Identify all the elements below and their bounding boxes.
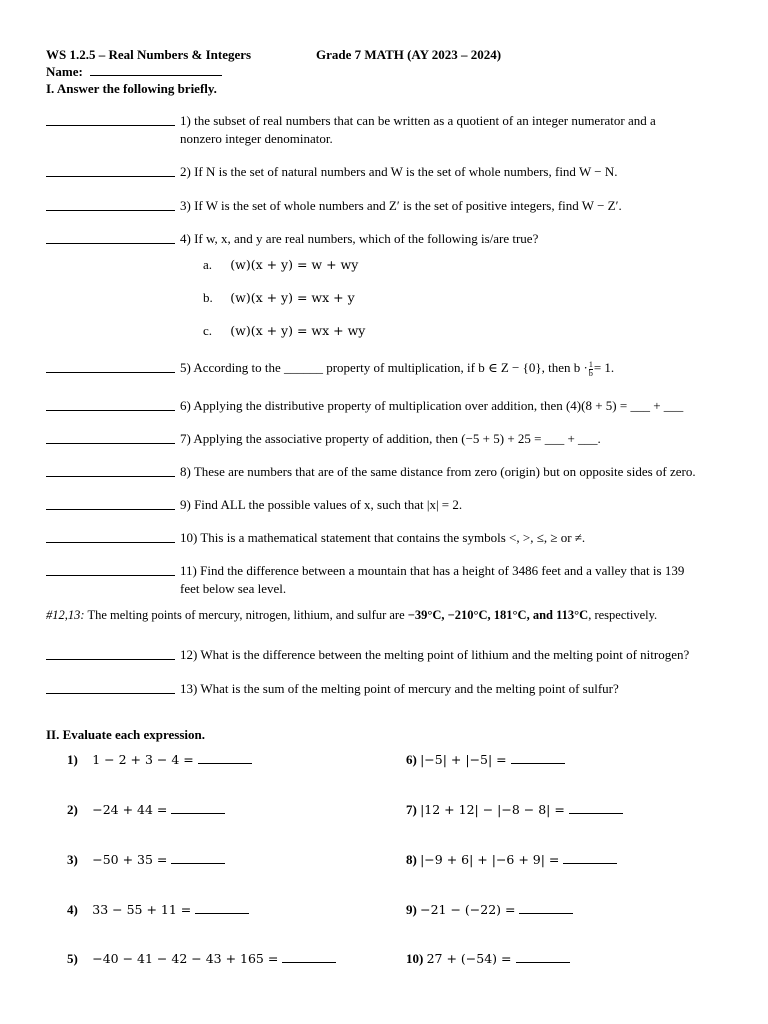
- expression-1: [67, 751, 252, 769]
- section1-title: I. Answer the following briefly.: [46, 81, 217, 96]
- expression-number: 6): [406, 752, 417, 767]
- answer-line[interactable]: [171, 801, 225, 814]
- option-a: [203, 256, 358, 274]
- expression-number: 7): [406, 802, 417, 817]
- fraction-numerator: 1: [588, 359, 593, 369]
- option-b-label: b.: [203, 290, 213, 305]
- option-a-expr: (w)(x + y) = w + wy: [230, 257, 359, 272]
- option-a-label: a.: [203, 257, 213, 272]
- question-1: [46, 112, 736, 148]
- answer-blank-6[interactable]: [46, 410, 175, 411]
- question-13-text: 13) What is the sum of the melting point of mercury and the melting point of sulfur?: [180, 681, 619, 696]
- question-7-text: 7) Applying the associative property of addition, then (−5 + 5) + 25 = ___ + ___.: [180, 431, 601, 446]
- question-3: [46, 197, 736, 215]
- section2-title: II. Evaluate each expression.: [46, 727, 206, 742]
- expression-8: [406, 851, 617, 869]
- expression-text: −50 + 35 =: [92, 852, 168, 867]
- question-8-text: 8) These are numbers that are of the same distance from zero (origin) but on opposite sides of zero.: [180, 464, 696, 479]
- expression-number: 9): [406, 902, 417, 917]
- expression-number: 2): [67, 802, 78, 817]
- answer-line[interactable]: [569, 801, 623, 814]
- expression-number: 1): [67, 752, 78, 767]
- melting-text: The melting points of mercury, nitrogen, lithium, and sulfur are: [84, 608, 408, 622]
- answer-line[interactable]: [282, 950, 336, 963]
- answer-line[interactable]: [198, 751, 252, 764]
- expression-text: −24 + 44 =: [92, 802, 168, 817]
- name-row: [46, 63, 222, 81]
- question-4-text: 4) If w, x, and y are real numbers, which of the following is/are true?: [180, 231, 539, 246]
- melting-suffix: , respectively.: [588, 608, 658, 622]
- fraction-denominator: b: [588, 368, 593, 378]
- answer-blank-7[interactable]: [46, 443, 175, 444]
- option-c-label: c.: [203, 323, 213, 338]
- question-2-text: 2) If N is the set of natural numbers and W is the set of whole numbers, find W − N.: [180, 164, 618, 179]
- expression-2: [67, 801, 225, 819]
- question-10: [46, 529, 736, 547]
- melting-prefix: #12,13:: [46, 608, 85, 622]
- expression-7: [406, 801, 623, 819]
- answer-line[interactable]: [516, 950, 570, 963]
- expression-number: 8): [406, 852, 417, 867]
- expression-text: |−9 + 6| + |−6 + 9| =: [420, 852, 560, 867]
- expression-number: 3): [67, 852, 78, 867]
- question-12-text: 12) What is the difference between the melting point of lithium and the melting point of nitrogen?: [180, 647, 690, 662]
- answer-blank-8[interactable]: [46, 476, 175, 477]
- question-4: [46, 230, 736, 248]
- answer-line[interactable]: [519, 901, 573, 914]
- expression-5: [67, 950, 336, 968]
- answer-blank-11[interactable]: [46, 575, 175, 576]
- question-5-pre: 5) According to the ______ property of multiplication, if b ∈ Z − {0}, then b ·: [180, 360, 588, 375]
- question-7: [46, 430, 736, 448]
- answer-blank-2[interactable]: [46, 176, 175, 177]
- question-12: [46, 646, 736, 664]
- option-b-expr: (w)(x + y) = wx + y: [230, 290, 355, 305]
- answer-line[interactable]: [511, 751, 565, 764]
- question-1-line1: 1) the subset of real numbers that can be written as a quotient of an integer numerator and a: [180, 113, 656, 128]
- option-b: [203, 289, 355, 307]
- answer-blank-9[interactable]: [46, 509, 175, 510]
- question-9: [46, 496, 736, 514]
- expression-text: |−5| + |−5| =: [420, 752, 507, 767]
- expression-number: 4): [67, 902, 78, 917]
- answer-line[interactable]: [563, 851, 617, 864]
- question-5-post: = 1.: [593, 360, 615, 375]
- question-10-text: 10) This is a mathematical statement that contains the symbols <, >, ≤, ≥ or ≠.: [180, 530, 586, 545]
- worksheet-title: WS 1.2.5 – Real Numbers & Integers: [46, 47, 252, 62]
- name-label: Name:: [46, 64, 83, 79]
- question-11-line1: 11) Find the difference between a mountain that has a height of 3486 feet and a valley that is 139: [180, 563, 685, 578]
- answer-blank-12[interactable]: [46, 659, 175, 660]
- expression-9: [406, 901, 573, 919]
- expression-number: 10): [406, 951, 424, 966]
- question-5-fraction: [589, 361, 593, 378]
- answer-blank-10[interactable]: [46, 542, 175, 543]
- question-9-text: 9) Find ALL the possible values of x, such that |x| = 2.: [180, 497, 463, 512]
- melting-points-intro: [46, 606, 657, 624]
- answer-blank-13[interactable]: [46, 693, 175, 694]
- expression-10: [406, 950, 570, 968]
- expression-text: 27 + (−54) =: [426, 951, 512, 966]
- option-c-expr: (w)(x + y) = wx + wy: [230, 323, 366, 338]
- expression-text: |12 + 12| − |−8 − 8| =: [420, 802, 565, 817]
- expression-text: −21 − (−22) =: [420, 902, 516, 917]
- expression-4: [67, 901, 249, 919]
- expression-text: −40 − 41 − 42 − 43 + 165 =: [92, 951, 279, 966]
- question-11: [46, 562, 736, 598]
- question-8: [46, 463, 736, 481]
- question-6-text: 6) Applying the distributive property of multiplication over addition, then (4)(8 + 5) = ___ + ___: [180, 398, 684, 413]
- answer-blank-1[interactable]: [46, 125, 175, 126]
- question-3-text: 3) If W is the set of whole numbers and Z′ is the set of positive integers, find W − Z′.: [180, 198, 622, 213]
- option-c: [203, 322, 365, 340]
- question-13: [46, 680, 736, 698]
- question-5-text: [180, 359, 740, 378]
- question-5: [46, 359, 736, 381]
- expression-text: 33 − 55 + 11 =: [92, 902, 192, 917]
- question-1-line2: nonzero integer denominator.: [180, 131, 333, 146]
- answer-blank-5[interactable]: [46, 372, 175, 373]
- course-label: Grade 7 MATH (AY 2023 – 2024): [316, 47, 502, 62]
- name-field[interactable]: [90, 63, 222, 76]
- expression-text: 1 − 2 + 3 − 4 =: [92, 752, 194, 767]
- melting-values: −39°C, −210°C, 181°C, and 113°C: [407, 608, 589, 622]
- answer-line[interactable]: [171, 851, 225, 864]
- question-11-line2: feet below sea level.: [180, 581, 287, 596]
- question-2: [46, 163, 736, 181]
- expression-3: [67, 851, 225, 869]
- answer-blank-4[interactable]: [46, 243, 175, 244]
- expression-number: 5): [67, 951, 78, 966]
- answer-line[interactable]: [195, 901, 249, 914]
- expression-6: [406, 751, 565, 769]
- question-6: [46, 397, 736, 415]
- answer-blank-3[interactable]: [46, 210, 175, 211]
